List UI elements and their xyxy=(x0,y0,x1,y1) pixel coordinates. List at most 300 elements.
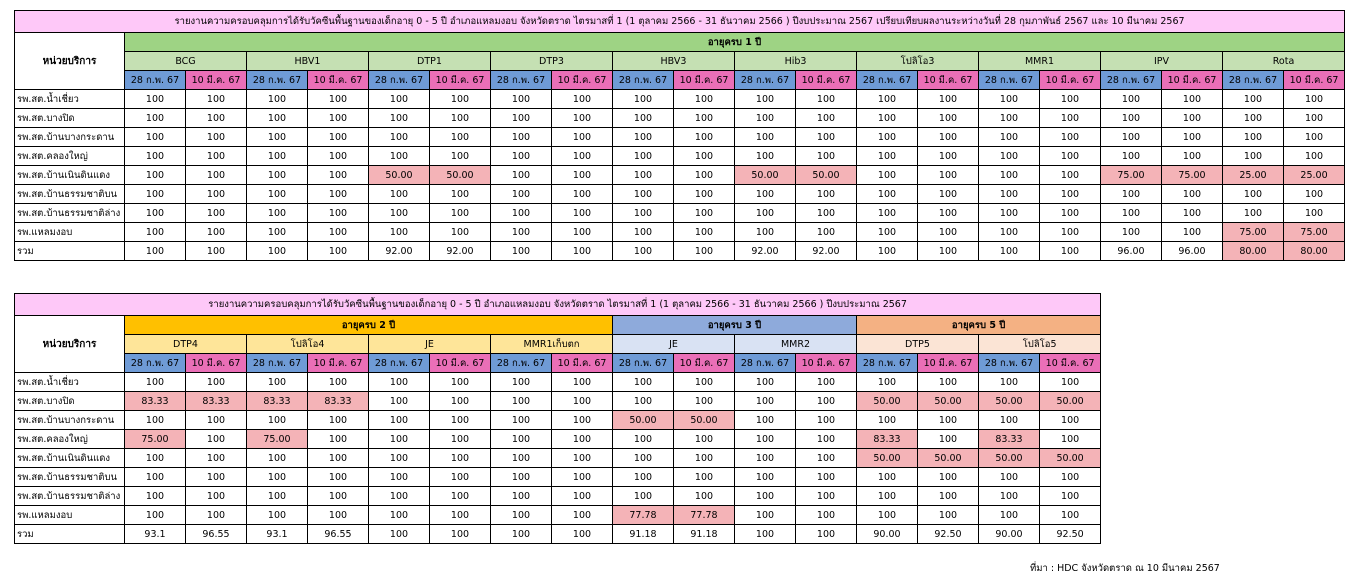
coverage-value: 100 xyxy=(1040,147,1101,166)
coverage-value: 100 xyxy=(979,166,1040,185)
coverage-value: 100 xyxy=(552,128,613,147)
date-header-feb: 28 ก.พ. 67 xyxy=(1223,71,1284,90)
coverage-value: 100 xyxy=(125,128,186,147)
coverage-value: 50.00 xyxy=(430,166,491,185)
coverage-value: 100 xyxy=(491,147,552,166)
age-group-header: อายุครบ 1 ปี xyxy=(125,33,1345,52)
coverage-value: 100 xyxy=(1162,147,1223,166)
coverage-value: 100 xyxy=(1040,468,1101,487)
coverage-value: 100 xyxy=(918,506,979,525)
coverage-value: 100 xyxy=(1284,204,1345,223)
coverage-value: 100 xyxy=(796,468,857,487)
coverage-value: 96.00 xyxy=(1162,242,1223,261)
coverage-value: 100 xyxy=(857,147,918,166)
coverage-value: 100 xyxy=(735,449,796,468)
date-header-mar: 10 มี.ค. 67 xyxy=(308,354,369,373)
vaccine-header: โปลิโอ3 xyxy=(857,52,979,71)
coverage-value: 100 xyxy=(308,223,369,242)
date-header-feb: 28 ก.พ. 67 xyxy=(857,354,918,373)
coverage-value: 100 xyxy=(674,242,735,261)
coverage-value: 100 xyxy=(247,90,308,109)
coverage-value: 100 xyxy=(247,373,308,392)
coverage-value: 50.00 xyxy=(613,411,674,430)
coverage-value: 100 xyxy=(369,525,430,544)
date-row xyxy=(15,71,1345,90)
coverage-value: 100 xyxy=(979,373,1040,392)
coverage-value: 100 xyxy=(613,468,674,487)
coverage-value: 100 xyxy=(613,147,674,166)
coverage-value: 100 xyxy=(125,223,186,242)
coverage-value: 100 xyxy=(552,487,613,506)
coverage-value: 100 xyxy=(308,242,369,261)
coverage-value: 100 xyxy=(674,223,735,242)
coverage-value: 100 xyxy=(918,185,979,204)
coverage-value: 100 xyxy=(125,242,186,261)
coverage-value: 92.00 xyxy=(430,242,491,261)
coverage-value: 50.00 xyxy=(1040,449,1101,468)
coverage-value: 100 xyxy=(186,242,247,261)
coverage-value: 100 xyxy=(918,223,979,242)
table-row xyxy=(15,430,1101,449)
table-row xyxy=(15,90,1345,109)
coverage-value: 100 xyxy=(308,90,369,109)
coverage-value: 100 xyxy=(491,468,552,487)
coverage-value: 100 xyxy=(674,392,735,411)
coverage-value: 100 xyxy=(1284,128,1345,147)
unit-name: รพ.สต.บ้านธรรมชาติบน xyxy=(15,468,125,487)
coverage-value: 100 xyxy=(552,166,613,185)
coverage-value: 100 xyxy=(491,128,552,147)
date-header-mar: 10 มี.ค. 67 xyxy=(552,71,613,90)
date-header-mar: 10 มี.ค. 67 xyxy=(430,354,491,373)
age-group-row xyxy=(15,33,1345,52)
coverage-value: 100 xyxy=(857,411,918,430)
coverage-value: 100 xyxy=(430,128,491,147)
coverage-value: 100 xyxy=(674,449,735,468)
coverage-value: 100 xyxy=(674,90,735,109)
coverage-value: 100 xyxy=(918,147,979,166)
coverage-value: 100 xyxy=(308,373,369,392)
coverage-value: 100 xyxy=(186,430,247,449)
coverage-value: 100 xyxy=(430,223,491,242)
date-header-feb: 28 ก.พ. 67 xyxy=(491,354,552,373)
coverage-value: 100 xyxy=(552,90,613,109)
coverage-value: 100 xyxy=(125,90,186,109)
date-header-mar: 10 มี.ค. 67 xyxy=(186,71,247,90)
coverage-value: 91.18 xyxy=(674,525,735,544)
coverage-value: 100 xyxy=(491,166,552,185)
coverage-value: 100 xyxy=(308,506,369,525)
coverage-value: 100 xyxy=(613,128,674,147)
coverage-value: 100 xyxy=(857,90,918,109)
vaccine-header: HBV1 xyxy=(247,52,369,71)
coverage-value: 100 xyxy=(1101,204,1162,223)
coverage-value: 91.18 xyxy=(613,525,674,544)
coverage-value: 100 xyxy=(247,128,308,147)
coverage-value: 100 xyxy=(1284,90,1345,109)
coverage-value: 100 xyxy=(979,242,1040,261)
table-title: รายงานความครอบคลุมการได้รับวัคซีนพื้นฐานของเด็กอายุ 0 - 5 ปี อำเภอแหลมงอบ จังหวัดตราด ไตรมาสที่ 1 (1 ตุลาคม 2566 - 31 ธันวาคม 2566 ) ปีงบประมาณ 2567 xyxy=(15,294,1101,316)
coverage-value: 100 xyxy=(1040,506,1101,525)
coverage-value: 100 xyxy=(857,487,918,506)
vaccine-header: MMR2 xyxy=(735,335,857,354)
coverage-value: 100 xyxy=(613,373,674,392)
coverage-value: 100 xyxy=(1040,430,1101,449)
coverage-value: 100 xyxy=(735,147,796,166)
coverage-value: 93.1 xyxy=(125,525,186,544)
coverage-value: 100 xyxy=(613,90,674,109)
coverage-value: 100 xyxy=(125,449,186,468)
vaccine-header: MMR1 xyxy=(979,52,1101,71)
coverage-value: 50.00 xyxy=(369,166,430,185)
coverage-value: 100 xyxy=(186,166,247,185)
coverage-value: 100 xyxy=(369,128,430,147)
age-group-header: อายุครบ 2 ปี xyxy=(125,316,613,335)
coverage-value: 50.00 xyxy=(979,449,1040,468)
coverage-value: 100 xyxy=(918,430,979,449)
coverage-value: 83.33 xyxy=(979,430,1040,449)
unit-name: รพ.สต.บ้านธรรมชาติล่าง xyxy=(15,487,125,506)
coverage-value: 100 xyxy=(552,373,613,392)
coverage-value: 100 xyxy=(552,242,613,261)
coverage-value: 100 xyxy=(552,109,613,128)
coverage-value: 83.33 xyxy=(186,392,247,411)
coverage-value: 100 xyxy=(552,411,613,430)
coverage-value: 100 xyxy=(735,128,796,147)
coverage-value: 100 xyxy=(125,166,186,185)
coverage-value: 100 xyxy=(491,223,552,242)
date-header-feb: 28 ก.พ. 67 xyxy=(735,71,796,90)
coverage-value: 100 xyxy=(1284,185,1345,204)
coverage-value: 100 xyxy=(491,487,552,506)
source-note: ที่มา : HDC จังหวัดตราด ณ 10 มีนาคม 2567 xyxy=(1030,563,1220,574)
coverage-value: 96.55 xyxy=(186,525,247,544)
coverage-value: 100 xyxy=(308,411,369,430)
coverage-value: 100 xyxy=(918,487,979,506)
coverage-value: 100 xyxy=(552,185,613,204)
coverage-value: 100 xyxy=(247,223,308,242)
coverage-value: 100 xyxy=(491,373,552,392)
coverage-value: 100 xyxy=(796,185,857,204)
coverage-value: 75.00 xyxy=(1101,166,1162,185)
coverage-value: 50.00 xyxy=(979,392,1040,411)
coverage-value: 100 xyxy=(369,392,430,411)
coverage-value: 100 xyxy=(491,525,552,544)
date-header-feb: 28 ก.พ. 67 xyxy=(613,354,674,373)
coverage-value: 50.00 xyxy=(1040,392,1101,411)
coverage-value: 100 xyxy=(735,185,796,204)
date-header-mar: 10 มี.ค. 67 xyxy=(552,354,613,373)
coverage-value: 100 xyxy=(918,166,979,185)
date-header-mar: 10 มี.ค. 67 xyxy=(796,354,857,373)
coverage-value: 75.00 xyxy=(247,430,308,449)
coverage-value: 100 xyxy=(735,487,796,506)
coverage-value: 100 xyxy=(491,109,552,128)
coverage-value: 100 xyxy=(247,449,308,468)
table-row xyxy=(15,128,1345,147)
coverage-value: 100 xyxy=(1040,204,1101,223)
vaccine-header: HBV3 xyxy=(613,52,735,71)
coverage-value: 96.00 xyxy=(1101,242,1162,261)
coverage-value: 100 xyxy=(186,109,247,128)
unit-column-header: หน่วยบริการ xyxy=(15,33,125,90)
coverage-value: 100 xyxy=(491,430,552,449)
coverage-value: 100 xyxy=(979,411,1040,430)
table-row xyxy=(15,525,1101,544)
coverage-value: 100 xyxy=(796,204,857,223)
coverage-value: 90.00 xyxy=(979,525,1040,544)
coverage-value: 100 xyxy=(308,109,369,128)
vaccine-row xyxy=(15,52,1345,71)
coverage-value: 100 xyxy=(369,90,430,109)
date-header-feb: 28 ก.พ. 67 xyxy=(857,71,918,90)
coverage-value: 100 xyxy=(308,166,369,185)
coverage-value: 100 xyxy=(247,411,308,430)
coverage-value: 92.00 xyxy=(369,242,430,261)
coverage-table-age1 xyxy=(14,10,1345,261)
vaccine-header: BCG xyxy=(125,52,247,71)
coverage-value: 100 xyxy=(430,430,491,449)
coverage-value: 100 xyxy=(796,128,857,147)
coverage-value: 100 xyxy=(369,411,430,430)
coverage-value: 100 xyxy=(1040,90,1101,109)
coverage-value: 100 xyxy=(674,185,735,204)
coverage-value: 100 xyxy=(125,411,186,430)
coverage-value: 100 xyxy=(430,525,491,544)
coverage-value: 100 xyxy=(674,373,735,392)
coverage-value: 100 xyxy=(613,430,674,449)
coverage-value: 100 xyxy=(430,109,491,128)
unit-name: รวม xyxy=(15,242,125,261)
coverage-value: 100 xyxy=(430,185,491,204)
coverage-value: 90.00 xyxy=(857,525,918,544)
coverage-value: 100 xyxy=(674,147,735,166)
coverage-value: 100 xyxy=(1040,223,1101,242)
coverage-value: 100 xyxy=(1284,147,1345,166)
unit-name: รพ.สต.บ้านธรรมชาติล่าง xyxy=(15,204,125,223)
coverage-value: 100 xyxy=(369,185,430,204)
date-header-mar: 10 มี.ค. 67 xyxy=(186,354,247,373)
coverage-value: 100 xyxy=(247,468,308,487)
coverage-value: 100 xyxy=(369,468,430,487)
coverage-value: 100 xyxy=(552,449,613,468)
vaccine-header: JE xyxy=(369,335,491,354)
coverage-value: 100 xyxy=(491,392,552,411)
coverage-value: 100 xyxy=(1040,109,1101,128)
coverage-value: 100 xyxy=(1223,90,1284,109)
coverage-value: 100 xyxy=(796,90,857,109)
coverage-value: 100 xyxy=(735,90,796,109)
coverage-value: 100 xyxy=(125,109,186,128)
unit-name: รพ.สต.คลองใหญ่ xyxy=(15,147,125,166)
coverage-value: 100 xyxy=(674,109,735,128)
date-header-feb: 28 ก.พ. 67 xyxy=(247,71,308,90)
unit-name: รพ.สต.บ้านธรรมชาติบน xyxy=(15,185,125,204)
coverage-value: 100 xyxy=(308,449,369,468)
unit-name: รพ.สต.บ้านเนินดินแดง xyxy=(15,449,125,468)
coverage-value: 93.1 xyxy=(247,525,308,544)
date-header-feb: 28 ก.พ. 67 xyxy=(491,71,552,90)
coverage-value: 75.00 xyxy=(1223,223,1284,242)
coverage-value: 96.55 xyxy=(308,525,369,544)
coverage-value: 100 xyxy=(857,109,918,128)
coverage-value: 92.00 xyxy=(735,242,796,261)
coverage-value: 100 xyxy=(979,185,1040,204)
coverage-value: 100 xyxy=(796,109,857,128)
coverage-value: 100 xyxy=(1040,487,1101,506)
date-header-mar: 10 มี.ค. 67 xyxy=(430,71,491,90)
coverage-value: 100 xyxy=(552,525,613,544)
coverage-value: 100 xyxy=(369,373,430,392)
coverage-value: 100 xyxy=(1040,166,1101,185)
coverage-value: 100 xyxy=(491,411,552,430)
coverage-value: 100 xyxy=(125,185,186,204)
coverage-value: 100 xyxy=(1101,109,1162,128)
coverage-value: 100 xyxy=(979,90,1040,109)
coverage-value: 100 xyxy=(613,109,674,128)
coverage-value: 100 xyxy=(186,185,247,204)
coverage-value: 100 xyxy=(247,185,308,204)
coverage-value: 100 xyxy=(979,468,1040,487)
unit-name: รวม xyxy=(15,525,125,544)
coverage-value: 50.00 xyxy=(857,449,918,468)
coverage-value: 100 xyxy=(186,506,247,525)
coverage-value: 50.00 xyxy=(735,166,796,185)
vaccine-header: IPV xyxy=(1101,52,1223,71)
coverage-value: 100 xyxy=(674,166,735,185)
date-header-feb: 28 ก.พ. 67 xyxy=(125,71,186,90)
coverage-value: 83.33 xyxy=(125,392,186,411)
coverage-value: 100 xyxy=(1162,128,1223,147)
coverage-value: 100 xyxy=(979,506,1040,525)
coverage-value: 100 xyxy=(857,128,918,147)
coverage-value: 100 xyxy=(796,223,857,242)
coverage-value: 50.00 xyxy=(918,392,979,411)
coverage-value: 100 xyxy=(857,166,918,185)
vaccine-header: โปลิโอ5 xyxy=(979,335,1101,354)
coverage-value: 100 xyxy=(430,468,491,487)
coverage-value: 100 xyxy=(674,204,735,223)
coverage-value: 100 xyxy=(125,147,186,166)
coverage-value: 100 xyxy=(369,487,430,506)
coverage-value: 100 xyxy=(918,411,979,430)
coverage-value: 100 xyxy=(735,411,796,430)
coverage-value: 100 xyxy=(308,185,369,204)
coverage-value: 100 xyxy=(247,166,308,185)
coverage-value: 100 xyxy=(1223,109,1284,128)
coverage-value: 100 xyxy=(918,109,979,128)
table-row xyxy=(15,411,1101,430)
coverage-value: 50.00 xyxy=(796,166,857,185)
coverage-value: 100 xyxy=(1040,185,1101,204)
vaccine-header: DTP1 xyxy=(369,52,491,71)
coverage-value: 100 xyxy=(430,204,491,223)
coverage-value: 100 xyxy=(186,411,247,430)
coverage-value: 100 xyxy=(857,185,918,204)
coverage-value: 100 xyxy=(369,147,430,166)
coverage-value: 100 xyxy=(247,204,308,223)
coverage-value: 50.00 xyxy=(674,411,735,430)
table-title: รายงานความครอบคลุมการได้รับวัคซีนพื้นฐานของเด็กอายุ 0 - 5 ปี อำเภอแหลมงอบ จังหวัดตราด ไตรมาสที่ 1 (1 ตุลาคม 2566 - 31 ธันวาคม 2566 ) ปีงบประมาณ 2567 เปรียบเทียบผลงานระหว่างวันที่ 28 กุมภาพันธ์ 2567 และ 10 มีนาคม 2567 xyxy=(15,11,1345,33)
coverage-value: 100 xyxy=(674,468,735,487)
table-row xyxy=(15,242,1345,261)
date-header-feb: 28 ก.พ. 67 xyxy=(1101,71,1162,90)
coverage-value: 100 xyxy=(369,449,430,468)
coverage-value: 100 xyxy=(430,411,491,430)
coverage-value: 100 xyxy=(552,392,613,411)
coverage-value: 100 xyxy=(796,487,857,506)
coverage-value: 92.00 xyxy=(796,242,857,261)
coverage-value: 100 xyxy=(491,185,552,204)
coverage-value: 100 xyxy=(735,392,796,411)
table-row xyxy=(15,109,1345,128)
unit-name: รพ.สต.น้ำเชี่ยว xyxy=(15,373,125,392)
table-row xyxy=(15,204,1345,223)
vaccine-row xyxy=(15,335,1101,354)
unit-name: รพ.สต.บ้านบางกระดาน xyxy=(15,128,125,147)
coverage-value: 100 xyxy=(552,147,613,166)
coverage-value: 100 xyxy=(125,373,186,392)
vaccine-header: MMR1เก็บตก xyxy=(491,335,613,354)
table-row xyxy=(15,506,1101,525)
coverage-value: 100 xyxy=(186,90,247,109)
coverage-value: 100 xyxy=(796,449,857,468)
coverage-value: 100 xyxy=(186,468,247,487)
coverage-value: 83.33 xyxy=(247,392,308,411)
coverage-value: 100 xyxy=(918,128,979,147)
coverage-value: 100 xyxy=(186,487,247,506)
coverage-value: 100 xyxy=(735,109,796,128)
coverage-value: 100 xyxy=(918,373,979,392)
coverage-value: 100 xyxy=(491,204,552,223)
table-row xyxy=(15,468,1101,487)
date-header-mar: 10 มี.ค. 67 xyxy=(796,71,857,90)
unit-column-header: หน่วยบริการ xyxy=(15,316,125,373)
coverage-value: 100 xyxy=(979,109,1040,128)
coverage-value: 100 xyxy=(796,525,857,544)
coverage-value: 100 xyxy=(857,242,918,261)
coverage-value: 50.00 xyxy=(918,449,979,468)
coverage-value: 100 xyxy=(979,223,1040,242)
coverage-value: 100 xyxy=(186,223,247,242)
coverage-value: 75.00 xyxy=(1162,166,1223,185)
coverage-value: 100 xyxy=(674,128,735,147)
vaccine-header: JE xyxy=(613,335,735,354)
coverage-value: 100 xyxy=(613,185,674,204)
date-header-feb: 28 ก.พ. 67 xyxy=(613,71,674,90)
coverage-value: 100 xyxy=(613,449,674,468)
coverage-value: 100 xyxy=(613,204,674,223)
coverage-value: 77.78 xyxy=(613,506,674,525)
coverage-value: 100 xyxy=(1101,223,1162,242)
coverage-value: 100 xyxy=(247,506,308,525)
date-header-mar: 10 มี.ค. 67 xyxy=(674,71,735,90)
date-row xyxy=(15,354,1101,373)
unit-name: รพ.แหลมงอบ xyxy=(15,223,125,242)
coverage-value: 100 xyxy=(186,147,247,166)
table-row xyxy=(15,185,1345,204)
coverage-value: 100 xyxy=(796,373,857,392)
coverage-value: 100 xyxy=(857,223,918,242)
coverage-value: 100 xyxy=(1040,411,1101,430)
coverage-value: 100 xyxy=(735,204,796,223)
coverage-value: 100 xyxy=(1162,90,1223,109)
coverage-value: 100 xyxy=(308,128,369,147)
coverage-value: 100 xyxy=(1101,90,1162,109)
coverage-value: 100 xyxy=(430,392,491,411)
table-row xyxy=(15,392,1101,411)
coverage-value: 100 xyxy=(674,430,735,449)
